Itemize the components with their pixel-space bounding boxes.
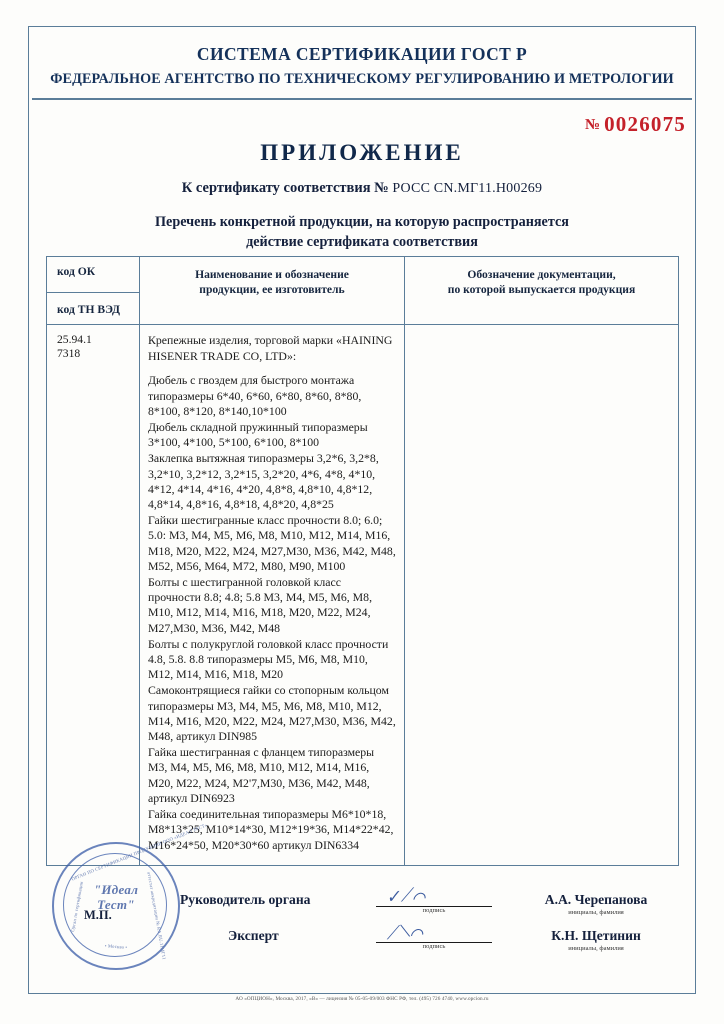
product-item: Заклепка вытяжная типоразмеры 3,2*6, 3,2*8, 3,2*10, 3,2*12, 3,2*15, 3,2*20, 4*6, 4*8, 4*10, 4*12, 4*14, 4*16, 4*20, 4,8*8, 4,8*10, 4,8*12, 4,8*14, 4,8*16, 4,8*18, 4,8*20, 4,8*25 xyxy=(148,451,379,512)
code-tnved-value: 7318 xyxy=(57,347,81,360)
head-signature-mark: ✓⟋⌒ xyxy=(384,883,427,909)
docs-header-cell xyxy=(405,257,679,325)
expert-signature-mark: ⟋⟍⌒ xyxy=(384,919,425,945)
docs-value xyxy=(405,325,678,345)
stamp-left-text: Орган по сертификации xyxy=(70,880,84,933)
manufacturer-line-2: HISENER TRADE CO, LTD»: xyxy=(148,349,297,364)
expert-signature-caption: подпись xyxy=(422,943,446,950)
product-cell xyxy=(140,325,405,866)
header-code-ok: код ОК xyxy=(57,265,96,278)
docs-cell xyxy=(405,325,679,866)
page-footer: АО «ОПЦИОН», Москва, 2017, «В» — лицензия № 05-05-09/003 ФНС РФ, тел. (495) 726 4740, www.opcion.ru xyxy=(235,996,489,1002)
manufacturer-line-1: Крепежные изделия, торговой марки «HAINING xyxy=(148,333,393,347)
number-value: 0026075 xyxy=(604,112,686,136)
certificate-subtitle xyxy=(0,180,724,197)
signature-block xyxy=(46,880,678,962)
product-item: Болты с полукруглой головкой класс прочности 4.8, 5.8. 8.8 типоразмеры М5, М6, М8, М10, М12, М14, М16, М18, М20 xyxy=(148,636,389,682)
table-row xyxy=(47,325,679,866)
product-item: Дюбель складной пружинный типоразмеры 3*100, 4*100, 5*100, 6*100, 8*100 xyxy=(148,420,368,450)
product-item: Гайка соединительная типоразмеры М6*10*18, М8*13*25, М10*14*30, М12*19*36, М14*22*42, М16*24*50, М20*30*60 артикул DIN6334 xyxy=(148,807,394,852)
purpose-line-2: действие сертификата соответствия xyxy=(246,234,478,250)
expert-label: Эксперт xyxy=(228,928,279,943)
head-signature-caption: подпись xyxy=(422,907,446,914)
head-name: А.А. Черепанова xyxy=(544,892,648,907)
expert-name: К.Н. Щетинин xyxy=(551,928,641,943)
stamp-bottom-text: • Москва • xyxy=(104,943,128,950)
header-divider xyxy=(32,98,692,100)
expert-name-caption: инициалы, фамилия xyxy=(568,945,624,952)
head-name-caption: инициалы, фамилия xyxy=(568,909,624,916)
header-docs-line-1: Обозначение документации, xyxy=(467,268,616,281)
product-item: Самоконтрящиеся гайки со стопорным кольцом типоразмеры М3, М4, М5, М6, М8, М10, М12, М14, М16, М20, М22, М24, М27,М30, М36, М42, М48, артикул DIN985 xyxy=(148,683,396,744)
product-list xyxy=(140,325,404,865)
header-product-line-2: продукции, ее изготовитель xyxy=(199,283,345,296)
code-ok-value: 25.94.1 xyxy=(57,333,92,346)
purpose-line-1: Перечень конкретной продукции, на которую распространяется xyxy=(155,214,569,230)
number-sign: № xyxy=(585,117,601,133)
code-cell xyxy=(47,325,140,866)
document-header xyxy=(40,44,684,88)
product-table xyxy=(46,256,679,866)
document-number xyxy=(585,112,686,137)
stamp-right-text: аттестат аккредитации № RA.RU.11МГ11 xyxy=(146,871,167,960)
product-item: Гайка шестигранная с фланцем типоразмеры М3, М4, М5, М6, М8, М10, М12, М14, М16, М20, М22, М24, М2'7,М30, М36, М42, М48, артикул DIN6923 xyxy=(148,745,375,805)
header-code-tnved: код ТН ВЭД xyxy=(47,292,139,324)
product-header-cell xyxy=(140,257,405,325)
head-signature-line xyxy=(376,892,492,907)
product-item: Гайки шестигранные класс прочности 8.0; 6.0; 5.0: М3, М4, М5, М6, М8, М10, М12, М14, М16, М18, М20, М22, М24, М27,М30, М36, М42, М48, М52, М56, М64, М72, М80, М90, М100 xyxy=(148,513,396,573)
header-line-2: ФЕДЕРАЛЬНОЕ АГЕНТСТВО ПО ТЕХНИЧЕСКОМУ РЕГУЛИРОВАНИЮ И МЕТРОЛОГИИ xyxy=(50,71,674,87)
mp-label: М.П. xyxy=(84,908,112,922)
stamp-center-line-2: Тест" xyxy=(97,897,135,912)
expert-signature-line xyxy=(376,928,492,943)
head-label: Руководитель органа xyxy=(180,892,311,907)
stamp-top-text: ОРГАН ПО СЕРТИФИКАЦИИ ПРОДУКЦИИ ООО «ИДЕАЛ ТЕСТ» xyxy=(70,822,208,882)
certificate-number: РОСС CN.МГ11.Н00269 xyxy=(392,181,543,196)
page-title: ПРИЛОЖЕНИЕ xyxy=(260,140,464,165)
header-docs-line-2: по которой выпускается продукция xyxy=(447,283,636,296)
product-item: Болты с шестигранной головкой класс прочности 8.8; 4.8; 5.8 М3, М4, М5, М6, М8, М10, М12, М14, М16, М18, М20, М22, М24, М27,М30, М36, М42, М48 xyxy=(148,575,373,635)
code-header-cell xyxy=(47,257,140,325)
header-product-line-1: Наименование и обозначение xyxy=(195,268,349,281)
purpose-statement xyxy=(62,212,662,252)
table-header-row xyxy=(47,257,679,325)
header-line-1: СИСТЕМА СЕРТИФИКАЦИИ ГОСТ Р xyxy=(196,44,528,64)
product-item: Дюбель с гвоздем для быстрого монтажа типоразмеры 6*40, 6*60, 6*80, 8*60, 8*80, 8*100, 8*120, 8*140,10*100 xyxy=(148,373,362,418)
stamp-center-line-1: "Идеал xyxy=(93,882,139,897)
certificate-subtitle-text: К сертификату соответствия № xyxy=(181,180,389,196)
